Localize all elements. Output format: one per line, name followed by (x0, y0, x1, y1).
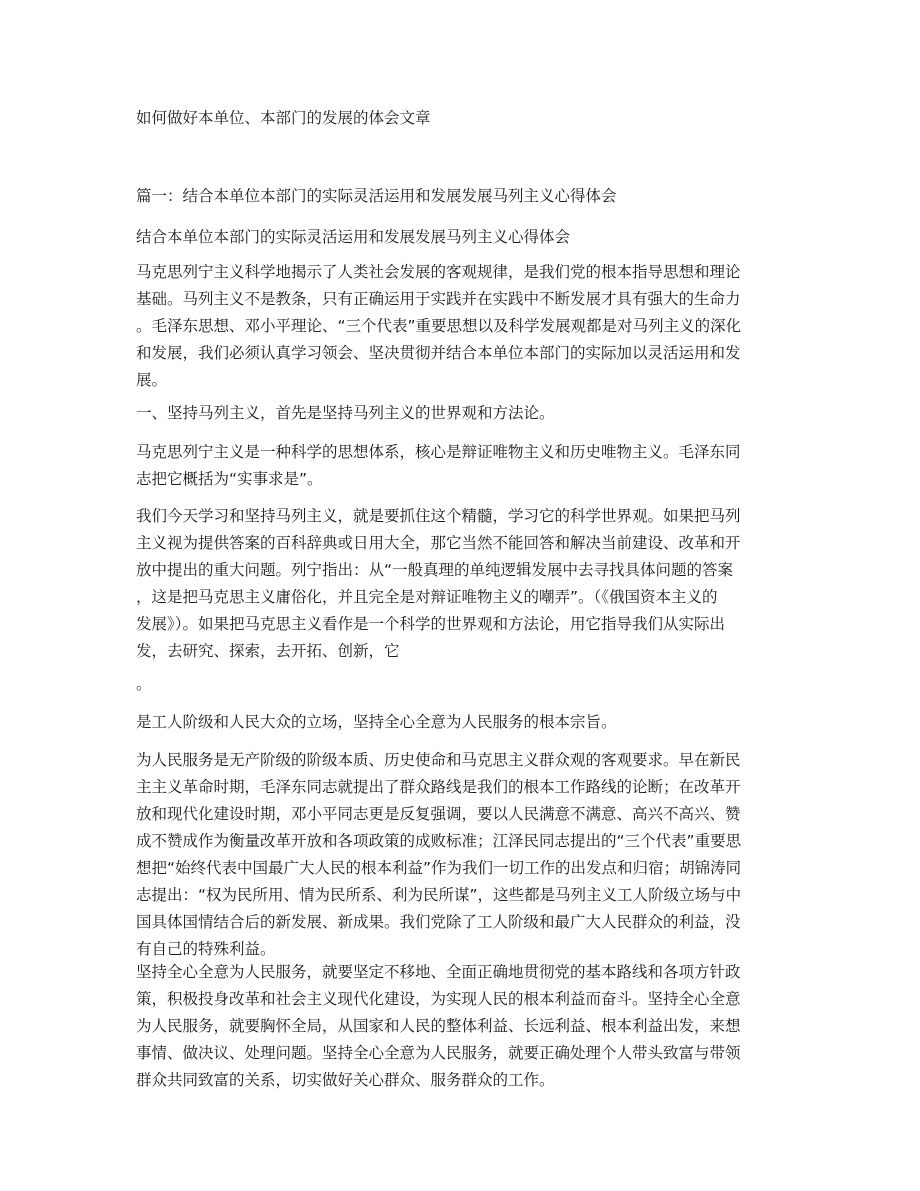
text-line: 群众共同致富的关系，切实做好关心群众、服务群众的工作。 (136, 1071, 555, 1089)
page-title: 如何做好本单位、本部门的发展的体会文章 (136, 109, 431, 127)
text-line: 坚持全心全意为人民服务，就要坚定不移地、全面正确地贯彻党的基本路线和各项方针政 (136, 963, 741, 981)
paragraph-3 (136, 439, 786, 493)
text-line: 放中提出的重大问题。列宁指出：从“一般真理的单纯逻辑发展中去寻找具体问题的答案 (136, 561, 734, 579)
text-line: 展。 (136, 371, 168, 389)
text-line: 。毛泽东思想、邓小平理论、“三个代表”重要思想以及科学发展观都是对马列主义的深化 (136, 317, 742, 335)
text-line: 和发展，我们必须认真学习领会、坚决贯彻并结合本单位本部门的实际加以灵活运用和发 (136, 344, 741, 362)
text-line: 想把“始终代表中国最广大人民的根本利益”作为我们一切工作的出发点和归宿；胡锦涛同 (136, 859, 742, 877)
text-line: 我们今天学习和坚持马列主义，就是要抓住这个精髓，学习它的科学世界观。如果把马列 (136, 507, 741, 525)
paragraph-6 (136, 709, 786, 736)
text-line: 放和现代化建设时期，邓小平同志更是反复强调，要以人民满意不满意、高兴不高兴、赞 (136, 805, 741, 823)
text-line: 发，去研究、探索，去开拓、创新，它 (136, 642, 400, 660)
paragraph-7 (136, 747, 786, 963)
text-line: 发展》）。如果把马克思主义看作是一个科学的世界观和方法论，用它指导我们从实际出 (136, 615, 726, 633)
text-line: 是工人阶级和人民大众的立场，坚持全心全意为人民服务的根本宗旨。 (136, 713, 617, 731)
text-line: 成不赞成作为衡量改革开放和各项政策的成败标准；江泽民同志提出的“三个代表”重要思 (136, 832, 742, 850)
text-line: 主主义革命时期，毛泽东同志就提出了群众路线是我们的根本工作路线的论断；在改革开 (136, 778, 741, 796)
text-line: 国具体国情结合后的新发展、新成果。我们党除了工人阶级和最广大人民群众的利益，没 (136, 913, 741, 931)
text-line: ，这是把马克思主义庸俗化，并且完全是对辩证唯物主义的嘲弄”。（《俄国资本主义的 (136, 588, 718, 606)
text-line: 事情、做决议、处理问题。坚持全心全意为人民服务，就要正确处理个人带头致富与带领 (136, 1044, 741, 1062)
text-line: 志提出：“权为民所用、情为民所系、利为民所谋”，这些都是马列主义工人阶级立场与中 (136, 886, 742, 904)
paragraph-8 (136, 959, 786, 1094)
text-line: 为人民服务，就要胸怀全局，从国家和人民的整体利益、长远利益、根本利益出发，来想 (136, 1017, 741, 1035)
chapter-heading: 篇一：结合本单位本部门的实际灵活运用和发展发展马列主义心得体会 (136, 187, 617, 205)
text-line: 有自己的特殊利益。 (136, 940, 276, 958)
paragraph-2 (136, 400, 786, 427)
text-line: 志把它概括为“实事求是”。 (136, 470, 323, 488)
text-line: 马克思列宁主义科学地揭示了人类社会发展的客观规律，是我们党的根本指导思想和理论 (136, 263, 741, 281)
text-line: 一、坚持马列主义，首先是坚持马列主义的世界观和方法论。 (136, 404, 555, 422)
text-line: 策，积极投身改革和社会主义现代化建设，为实现人民的根本利益而奋斗。坚持全心全意 (136, 990, 741, 1008)
text-line: 主义视为提供答案的百科辞典或日用大全，那它当然不能回答和解决当前建设、改革和开 (136, 534, 741, 552)
paragraph-5 (136, 671, 786, 698)
article-subtitle: 结合本单位本部门的实际灵活运用和发展发展马列主义心得体会 (136, 228, 571, 246)
text-line: 基础。马列主义不是教条，只有正确运用于实践并在实践中不断发展才具有强大的生命力 (136, 290, 741, 308)
paragraph-4 (136, 503, 786, 665)
text-line: 为人民服务是无产阶级的阶级本质、历史使命和马克思主义群众观的客观要求。早在新民 (136, 751, 741, 769)
text-line: 马克思列宁主义是一种科学的思想体系，核心是辩证唯物主义和历史唯物主义。毛泽东同 (136, 443, 741, 461)
paragraph-1 (136, 259, 786, 394)
text-line: 。 (136, 675, 152, 693)
